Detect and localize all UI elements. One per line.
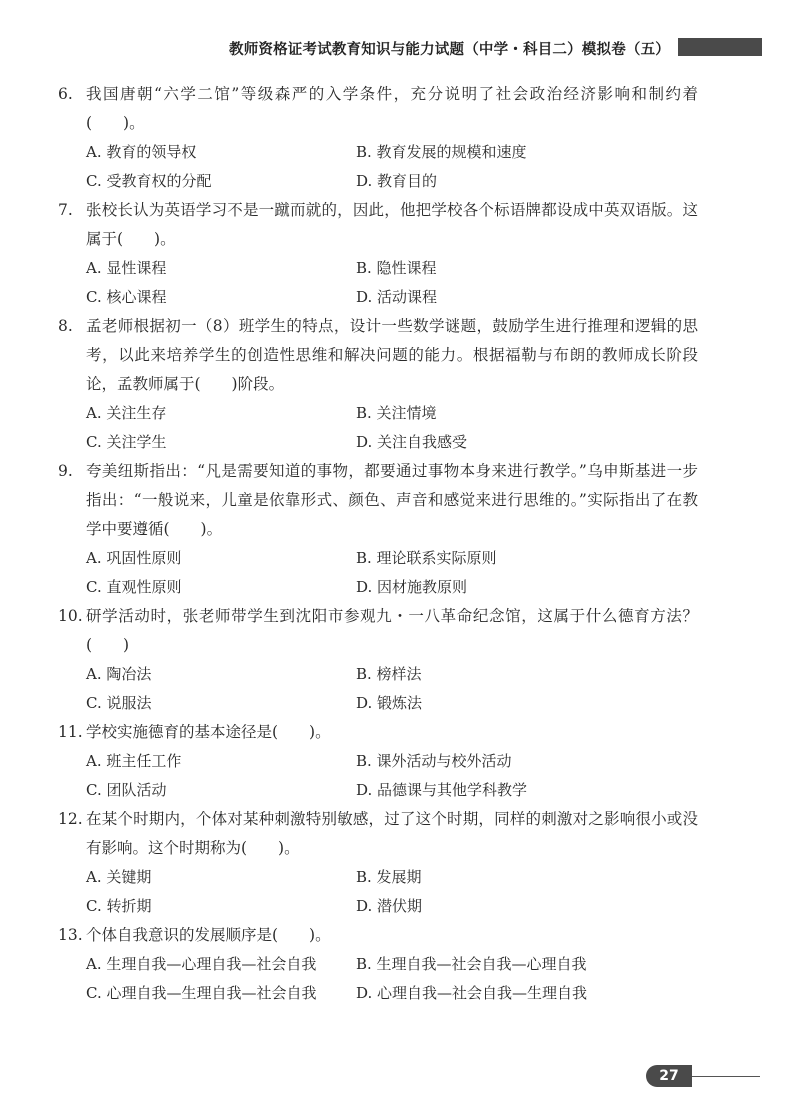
answer-option: C. 心理自我—生理自我—社会自我 xyxy=(86,984,317,1002)
question-13 xyxy=(58,921,698,1008)
answer-option: B. 理论联系实际原则 xyxy=(356,549,497,567)
answer-options xyxy=(86,863,698,921)
question-8 xyxy=(58,312,698,457)
answer-option: C. 说服法 xyxy=(86,694,152,712)
question-stem xyxy=(58,718,698,747)
header-decoration-bar xyxy=(678,38,762,56)
question-stem xyxy=(58,457,698,544)
question-text: 个体自我意识的发展顺序是( )。 xyxy=(86,926,331,944)
answer-option: D. 锻炼法 xyxy=(356,694,423,712)
question-number: 12. xyxy=(58,810,83,828)
answer-option: D. 教育目的 xyxy=(356,172,438,190)
question-text: 张校长认为英语学习不是一蹴而就的，因此，他把学校各个标语牌都设成中英双语版。这属于( )。 xyxy=(86,201,698,248)
answer-option: A. 显性课程 xyxy=(86,259,167,277)
question-text: 学校实施德育的基本途径是( )。 xyxy=(86,723,331,741)
question-number: 6. xyxy=(58,85,73,103)
answer-options xyxy=(86,747,698,805)
answer-option: B. 课外活动与校外活动 xyxy=(356,752,512,770)
answer-option: D. 品德课与其他学科教学 xyxy=(356,781,528,799)
question-text: 在某个时期内，个体对某种刺激特别敏感，过了这个时期，同样的刺激对之影响很小或没有影响。这个时期称为( )。 xyxy=(86,810,698,857)
answer-option: C. 关注学生 xyxy=(86,433,167,451)
answer-options xyxy=(86,254,698,312)
question-number: 7. xyxy=(58,201,73,219)
answer-option: A. 生理自我—心理自我—社会自我 xyxy=(86,955,317,973)
question-stem xyxy=(58,196,698,254)
answer-option: A. 教育的领导权 xyxy=(86,143,197,161)
question-stem xyxy=(58,921,698,950)
question-number: 11. xyxy=(58,723,83,741)
answer-option: B. 关注情境 xyxy=(356,404,437,422)
question-number: 13. xyxy=(58,926,83,944)
answer-options xyxy=(86,544,698,602)
answer-options xyxy=(86,950,698,1008)
question-list xyxy=(58,80,698,1008)
question-number: 9. xyxy=(58,462,73,480)
answer-option: C. 直观性原则 xyxy=(86,578,182,596)
answer-option: B. 生理自我—社会自我—心理自我 xyxy=(356,955,587,973)
answer-option: D. 因材施教原则 xyxy=(356,578,468,596)
question-number: 10. xyxy=(58,607,83,625)
question-12 xyxy=(58,805,698,921)
answer-option: B. 教育发展的规模和速度 xyxy=(356,143,527,161)
question-stem xyxy=(58,805,698,863)
question-stem xyxy=(58,80,698,138)
question-number: 8. xyxy=(58,317,73,335)
answer-options xyxy=(86,138,698,196)
question-text: 研学活动时，张老师带学生到沈阳市参观九・一八革命纪念馆，这属于什么德育方法？( ) xyxy=(86,607,698,654)
answer-option: B. 隐性课程 xyxy=(356,259,437,277)
page-number: 27 xyxy=(646,1065,692,1087)
answer-option: B. 榜样法 xyxy=(356,665,422,683)
question-11 xyxy=(58,718,698,805)
question-6 xyxy=(58,80,698,196)
answer-option: A. 关键期 xyxy=(86,868,152,886)
question-text: 夸美纽斯指出：“凡是需要知道的事物，都要通过事物本身来进行教学。”乌申斯基进一步指出：“一般说来，儿童是依靠形式、颜色、声音和感觉来进行思维的。”实际指出了在教学中要遵循( )。 xyxy=(86,462,698,538)
answer-option: C. 转折期 xyxy=(86,897,152,915)
answer-option: A. 陶冶法 xyxy=(86,665,152,683)
header-title: 教师资格证考试教育知识与能力试题（中学・科目二）模拟卷（五） xyxy=(229,42,670,58)
answer-option: A. 班主任工作 xyxy=(86,752,182,770)
answer-option: B. 发展期 xyxy=(356,868,422,886)
answer-option: A. 巩固性原则 xyxy=(86,549,182,567)
answer-option: A. 关注生存 xyxy=(86,404,167,422)
question-10 xyxy=(58,602,698,718)
answer-options xyxy=(86,399,698,457)
question-stem xyxy=(58,312,698,399)
question-text: 孟老师根据初一（8）班学生的特点，设计一些数学谜题，鼓励学生进行推理和逻辑的思考，以此来培养学生的创造性思维和解决问题的能力。根据福勒与布朗的教师成长阶段论，孟教师属于( )阶段。 xyxy=(86,317,698,393)
footer-rule xyxy=(692,1076,760,1077)
answer-option: D. 心理自我—社会自我—生理自我 xyxy=(356,984,588,1002)
answer-option: C. 核心课程 xyxy=(86,288,167,306)
answer-option: C. 受教育权的分配 xyxy=(86,172,212,190)
answer-option: D. 潜伏期 xyxy=(356,897,423,915)
page-header xyxy=(0,34,800,64)
question-9 xyxy=(58,457,698,602)
answer-option: D. 关注自我感受 xyxy=(356,433,468,451)
answer-option: C. 团队活动 xyxy=(86,781,167,799)
answer-option: D. 活动课程 xyxy=(356,288,438,306)
answer-options xyxy=(86,660,698,718)
question-text: 我国唐朝“六学二馆”等级森严的入学条件，充分说明了社会政治经济影响和制约着( )。 xyxy=(86,85,698,132)
question-7 xyxy=(58,196,698,312)
question-stem xyxy=(58,602,698,660)
